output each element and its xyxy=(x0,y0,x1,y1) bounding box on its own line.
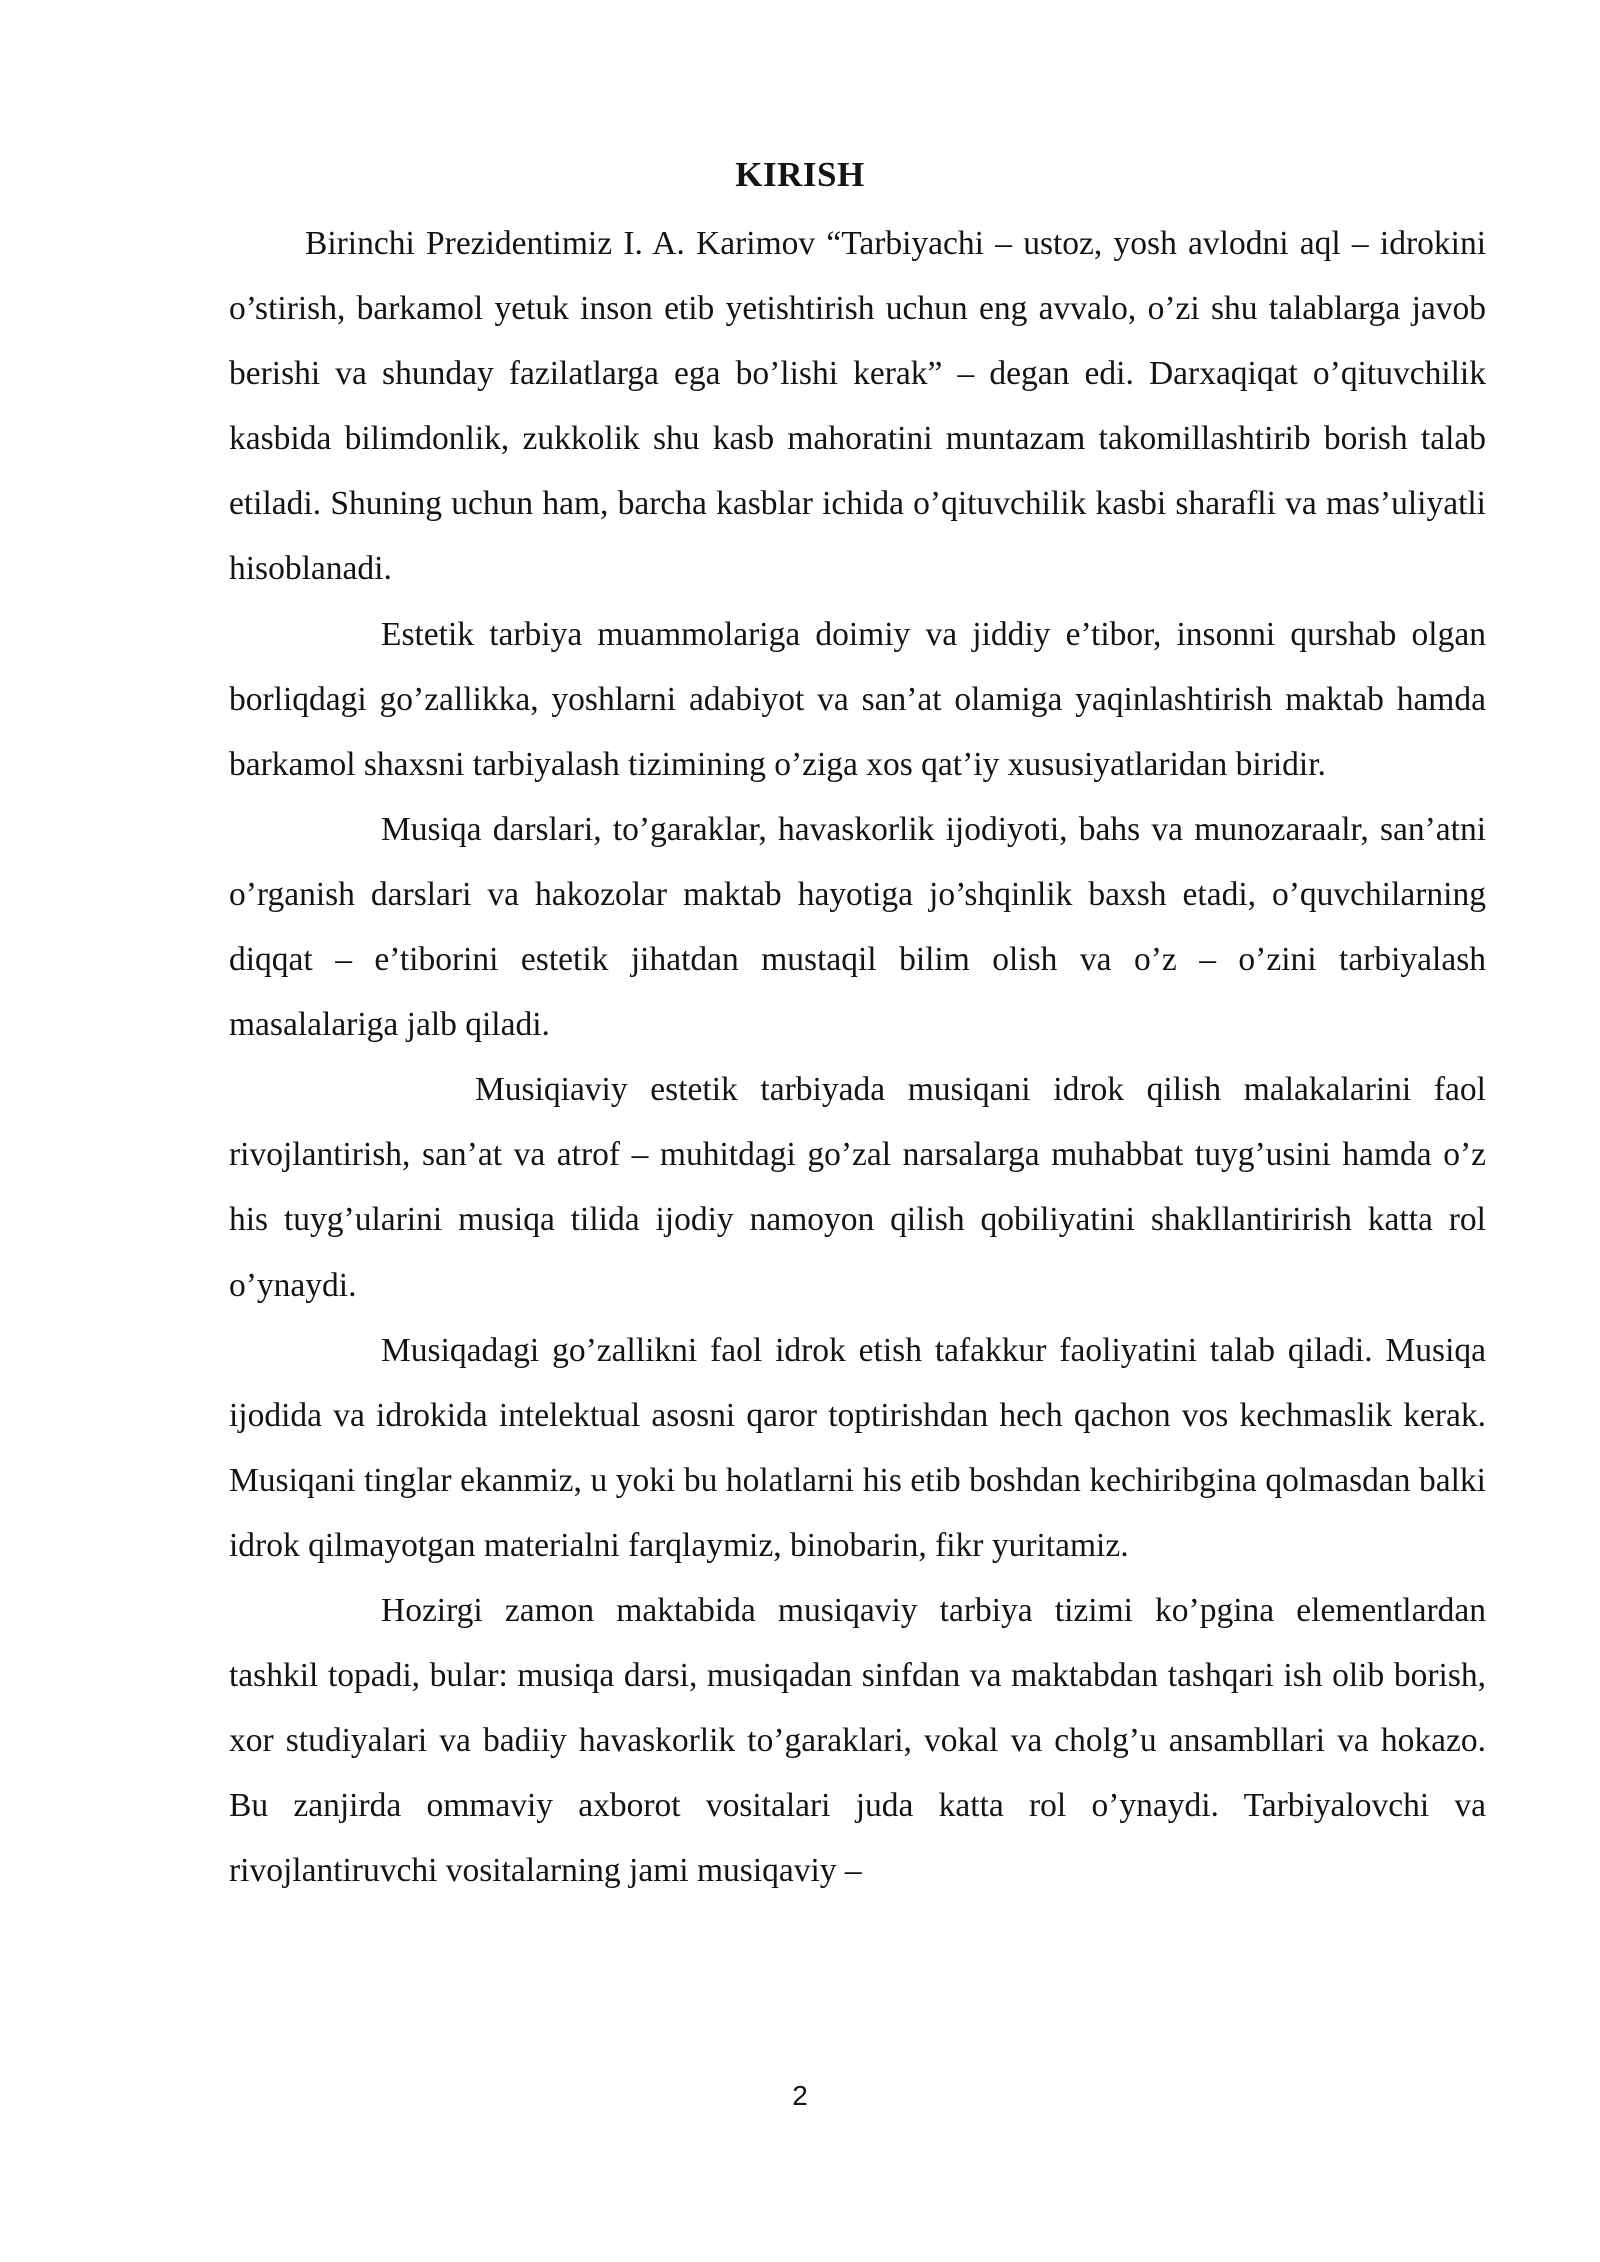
paragraph-music-lessons: Musiqa darslari, to’garaklar, havaskorlik ijodiyoti, bahs va munozaraalr, san’atni o’rganish darslari va hakozolar maktab hayotiga jo’shqinlik baxsh etadi, o’quvchilarning diqqat – e’tiborini estetik jihatdan mustaqil bilim olish va o’z – o’zini tarbiyalash masalalariga jalb qiladi. xyxy=(229,810,1486,1044)
paragraph-intro: Birinchi Prezidentimiz I. A. Karimov “Tarbiyachi – ustoz, yosh avlodni aql – idrokini o’stirish, barkamol yetuk inson etib yetishtirish uchun eng avvalo, o’zi shu talablarga javob berishi va shunday fazilatlarga ega bo’lishi kerak” – degan edi. Darxaqiqat o’qituvchilik kasbida bilimdonlik, zukkolik shu kasb mahoratini muntazam takomillashtirib borish talab etiladi. Shuning uchun ham, barcha kasblar ichida o’qituvchilik kasbi sharafli va mas’uliyatli hisoblanadi. xyxy=(229,225,1486,588)
page-number: 2 xyxy=(792,2080,808,2111)
paragraph-modern-school: Hozirgi zamon maktabida musiqaviy tarbiya tizimi ko’pgina elementlardan tashkil topadi, bular: musiqa darsi, musiqadan sinfdan va maktabdan tashqari ish olib borish, xor studiyalari va badiiy havaskorlik to’garaklari, vokal va cholg’u ansambllari va hokazo. Bu zanjirda ommaviy axborot vositalari juda katta rol o’ynaydi. Tarbiyalovchi va rivojlantiruvchi vositalarning jami musiqaviy – xyxy=(229,1591,1486,1890)
paragraph-music-beauty: Musiqadagi go’zallikni faol idrok etish tafakkur faoliyatini talab qiladi. Musiqa ijodida va idrokida intelektual asosni qaror toptirishdan hech qachon vos kechmaslik kerak. Musiqani tinglar ekanmiz, u yoki bu holatlarni his etib boshdan kechiribgina qolmasdan balki idrok qilmayotgan materialni farqlaymiz, binobarin, fikr yuritamiz. xyxy=(229,1331,1486,1564)
page-title: KIRISH xyxy=(735,155,865,194)
paragraph-musical-aesthetic: Musiqiaviy estetik tarbiyada musiqani idrok qilish malakalarini faol rivojlantirish, san’at va atrof – muhitdagi go’zal narsalarga muhabbat tuyg’usini hamda o’z his tuyg’ularini musiqa tilida ijodiy namoyon qilish qobiliyatini shakllantirirish katta rol o’ynaydi. xyxy=(229,1071,1486,1304)
paragraph-aesthetic-education: Estetik tarbiya muammolariga doimiy va jiddiy e’tibor, insonni qurshab olgan borliqdagi go’zallikka, yoshlarni adabiyot va san’at olamiga yaqinlashtirish maktab hamda barkamol shaxsni tarbiyalash tizimining o’ziga xos qat’iy xususiyatlaridan biridir. xyxy=(229,615,1486,783)
document-body xyxy=(229,211,1486,1903)
